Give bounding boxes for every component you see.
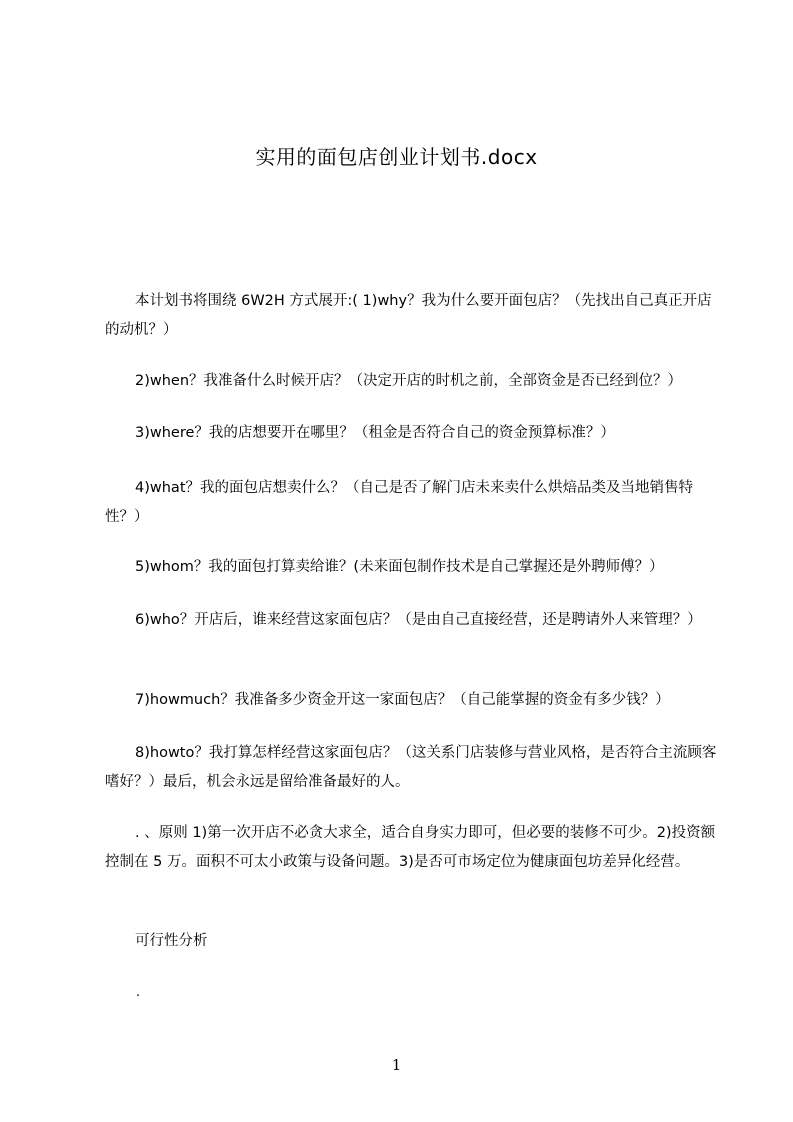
paragraph-principles: . 、原则 1)第一次开店不必贪大求全，适合自身实力即可，但必要的装修不可少。2)投资额控制在 5 万。面积不可太小政策与设备问题。3)是否可市场定位为健康面包坊差异化经营。 — [105, 825, 716, 870]
paragraph-howto: 8)howto？我打算怎样经营这家面包店？（这关系门店装修与营业风格，是否符合主流顾客嗜好？）最后，机会永远是留给准备最好的人。 — [105, 745, 717, 790]
paragraph-where: 3)where？我的店想要开在哪里？（租金是否符合自己的资金预算标准？） — [135, 425, 615, 441]
paragraph-howmuch: 7)howmuch？我准备多少资金开这一家面包店？（自己能掌握的资金有多少钱？） — [135, 692, 670, 708]
paragraph-6w2h-intro: 本计划书将围绕 6W2H 方式展开:( 1)why？我为什么要开面包店？（先找出自己真正开店的动机？） — [105, 293, 712, 338]
paragraph-whom: 5)whom？我的面包打算卖给谁？(未来面包制作技术是自己掌握还是外聘师傅？） — [135, 559, 664, 575]
paragraph-who: 6)who？开店后，谁来经营这家面包店？（是由自己直接经营，还是聘请外人来管理？） — [135, 612, 702, 628]
paragraph-what: 4)what？我的面包店想卖什么？（自己是否了解门店未来卖什么烘焙品类及当地销售特性？） — [105, 480, 693, 525]
paragraph-when: 2)when？我准备什么时候开店？（决定开店的时机之前，全部资金是否已经到位？） — [135, 373, 683, 389]
page-number: 1 — [391, 1056, 402, 1074]
section-heading-feasibility: 可行性分析 — [135, 933, 208, 949]
document-title: 实用的面包店创业计划书.docx — [255, 145, 538, 169]
trailing-mark: . — [136, 985, 141, 1000]
